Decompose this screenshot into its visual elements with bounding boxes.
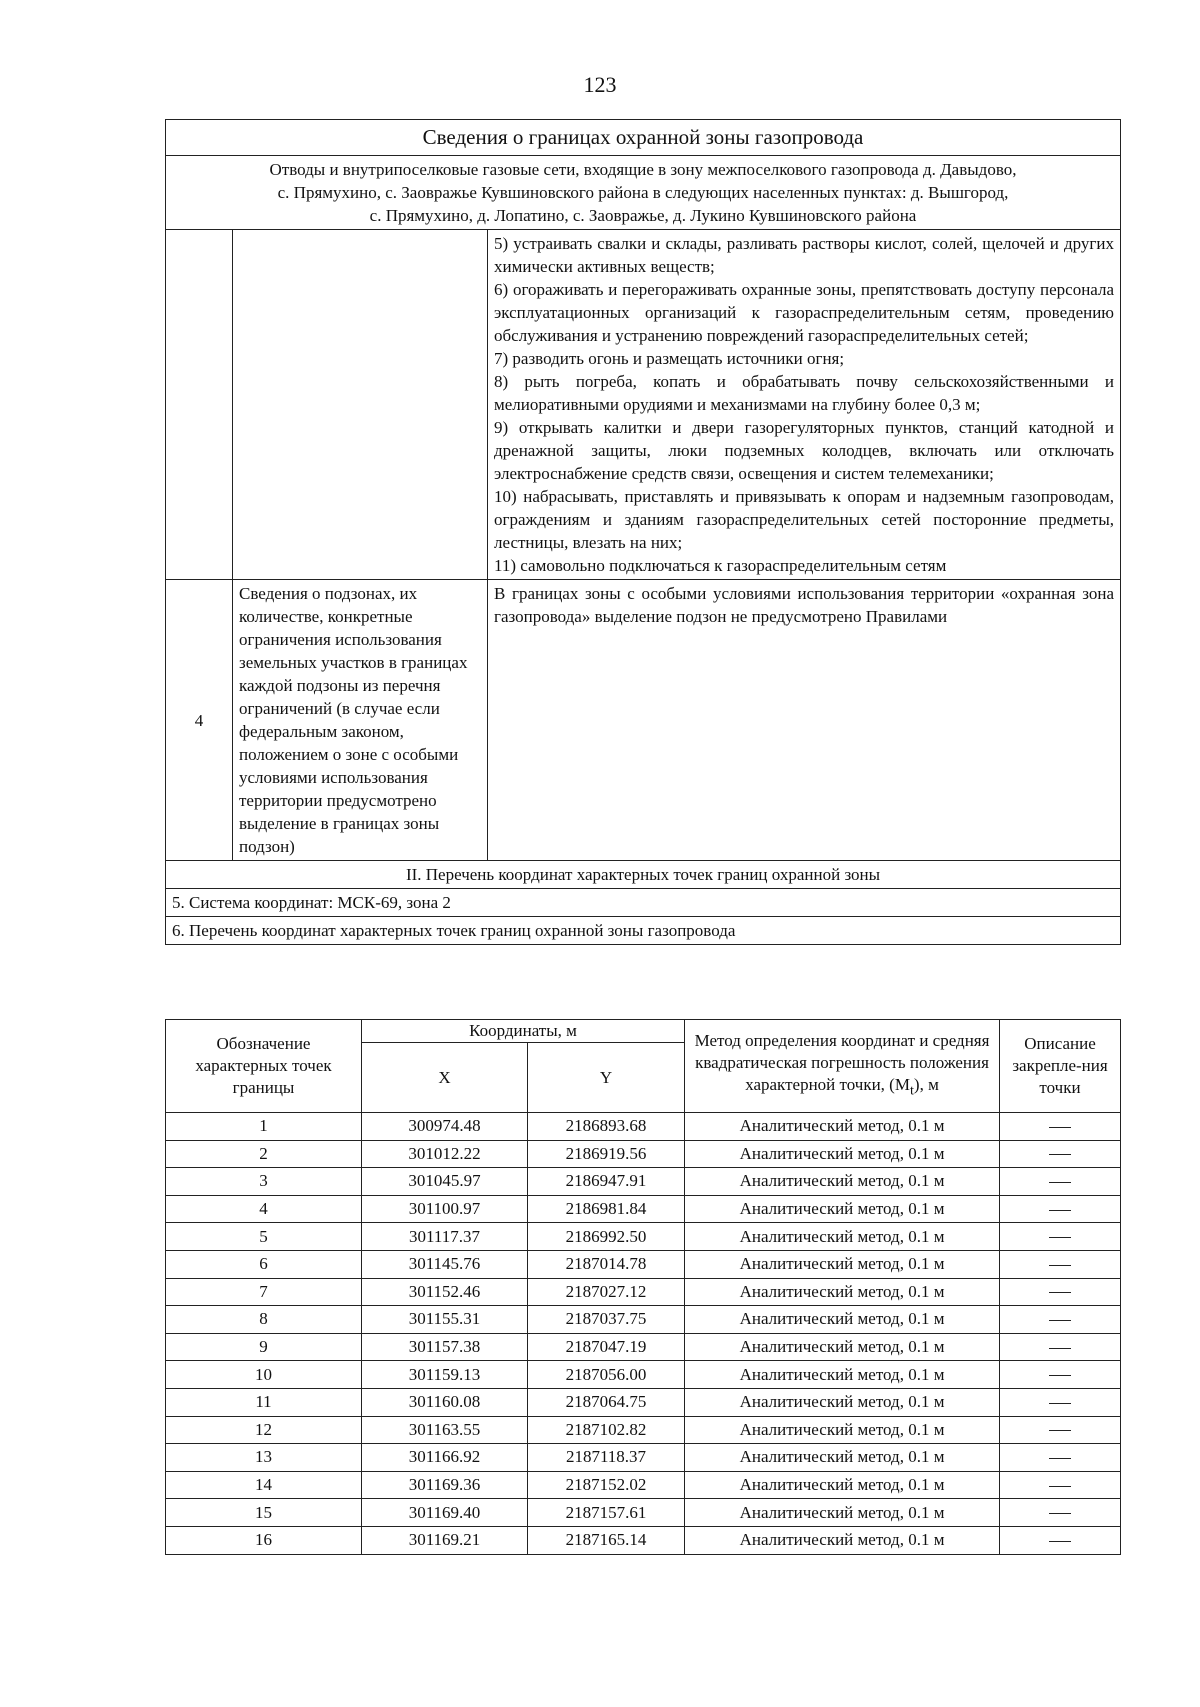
description-cell <box>1000 1526 1121 1554</box>
dash-mark <box>1049 1182 1071 1183</box>
point-number: 3 <box>166 1168 362 1196</box>
dash-mark <box>1049 1320 1071 1321</box>
coord-y: 2187056.00 <box>528 1361 685 1389</box>
table-row <box>166 1444 1121 1472</box>
coord-x: 301166.92 <box>362 1444 528 1472</box>
description-cell <box>1000 1471 1121 1499</box>
table-row <box>166 1306 1121 1334</box>
point-number: 1 <box>166 1113 362 1141</box>
coord-y: 2187152.02 <box>528 1471 685 1499</box>
restriction-item: 9) открывать калитки и двери газорегуляторных пунктов, станций катодной и дренажной защиты, люки подземных колодцев, включать или отключать электроснабжение средств связи, освещения и систем телемеханики; <box>494 418 1115 483</box>
coord-y: 2187037.75 <box>528 1306 685 1334</box>
description-cell <box>1000 1195 1121 1223</box>
header-method-end: ), м <box>913 1075 939 1095</box>
point-number: 12 <box>166 1416 362 1444</box>
table-row <box>166 1333 1121 1361</box>
coord-x: 301117.37 <box>362 1223 528 1251</box>
table-row <box>166 1499 1121 1527</box>
restriction-item: 6) огораживать и перегораживать охранные зоны, препятствовать доступу персонала эксплуатационных организаций к газораспределительным сетям, проведению обслуживания и устранению повреждений газораспределительных сетей; <box>494 280 1115 345</box>
header-x: X <box>362 1043 528 1113</box>
dash-mark <box>1049 1458 1071 1459</box>
point-number: 10 <box>166 1361 362 1389</box>
dash-mark <box>1049 1154 1071 1155</box>
subtitle-line: Отводы и внутрипоселковые газовые сети, входящие в зону межпоселкового газопровода д. Давыдово, <box>269 160 1017 179</box>
restriction-item: 7) разводить огонь и размещать источники огня; <box>494 349 845 368</box>
description-cell <box>1000 1388 1121 1416</box>
coord-y: 2187047.19 <box>528 1333 685 1361</box>
coord-y: 2187157.61 <box>528 1499 685 1527</box>
method-cell: Аналитический метод, 0.1 м <box>685 1499 1000 1527</box>
dash-mark <box>1049 1486 1071 1487</box>
method-cell: Аналитический метод, 0.1 м <box>685 1444 1000 1472</box>
point-number: 6 <box>166 1250 362 1278</box>
coord-x: 300974.48 <box>362 1113 528 1141</box>
subtitle-line: с. Прямухино, д. Лопатино, с. Заовражье, д. Лукино Кувшиновского района <box>369 206 917 225</box>
point-number: 4 <box>166 1195 362 1223</box>
restrictions-row <box>166 230 1121 580</box>
coordinates-table <box>165 1019 1121 1555</box>
header-y: Y <box>528 1043 685 1113</box>
coord-x: 301159.13 <box>362 1361 528 1389</box>
restriction-item: 8) рыть погреба, копать и обрабатывать почву сельскохозяйственными и мелиоративными орудиями и механизмами на глубину более 0,3 м; <box>494 372 1115 414</box>
coord-system: 5. Система координат: МСК-69, зона 2 <box>166 889 1121 917</box>
coord-y: 2187165.14 <box>528 1526 685 1554</box>
coord-x: 301160.08 <box>362 1388 528 1416</box>
method-cell: Аналитический метод, 0.1 м <box>685 1526 1000 1554</box>
section2-title: II. Перечень координат характерных точек границ охранной зоны <box>166 861 1121 889</box>
method-cell: Аналитический метод, 0.1 м <box>685 1416 1000 1444</box>
description-cell <box>1000 1306 1121 1334</box>
subzones-row <box>166 580 1121 861</box>
header-method-sub: t <box>909 1082 914 1099</box>
coord-y: 2186947.91 <box>528 1168 685 1196</box>
document-subtitle <box>166 156 1121 230</box>
restriction-item: 5) устраивать свалки и склады, разливать растворы кислот, солей, щелочей и других химически активных веществ; <box>494 234 1115 276</box>
subzones-value: В границах зоны с особыми условиями использования территории «охранная зона газопровода» выделение подзон не предусмотрено Правилами <box>488 580 1121 861</box>
description-cell <box>1000 1250 1121 1278</box>
dash-mark <box>1049 1292 1071 1293</box>
coord-x: 301163.55 <box>362 1416 528 1444</box>
point-number: 11 <box>166 1388 362 1416</box>
method-cell: Аналитический метод, 0.1 м <box>685 1250 1000 1278</box>
document-title: Сведения о границах охранной зоны газопровода <box>166 120 1121 156</box>
coord-y: 2187102.82 <box>528 1416 685 1444</box>
description-cell <box>1000 1444 1121 1472</box>
dash-mark <box>1049 1513 1071 1514</box>
subzones-row-number: 4 <box>166 580 233 861</box>
method-cell: Аналитический метод, 0.1 м <box>685 1361 1000 1389</box>
restrictions-list <box>488 230 1121 580</box>
coord-x: 301152.46 <box>362 1278 528 1306</box>
dash-mark <box>1049 1348 1071 1349</box>
table-row <box>166 1388 1121 1416</box>
point-number: 13 <box>166 1444 362 1472</box>
description-cell <box>1000 1361 1121 1389</box>
method-cell: Аналитический метод, 0.1 м <box>685 1140 1000 1168</box>
method-cell: Аналитический метод, 0.1 м <box>685 1388 1000 1416</box>
point-number: 8 <box>166 1306 362 1334</box>
coord-x: 301169.40 <box>362 1499 528 1527</box>
coord-y: 2187014.78 <box>528 1250 685 1278</box>
method-cell: Аналитический метод, 0.1 м <box>685 1195 1000 1223</box>
dash-mark <box>1049 1375 1071 1376</box>
description-cell <box>1000 1333 1121 1361</box>
header-coords: Координаты, м <box>362 1020 685 1043</box>
coord-x: 301045.97 <box>362 1168 528 1196</box>
table-row <box>166 1416 1121 1444</box>
coord-x: 301012.22 <box>362 1140 528 1168</box>
description-cell <box>1000 1140 1121 1168</box>
subtitle-line: с. Прямухино, с. Заовражье Кувшиновского района в следующих населенных пунктах: д. Вышгород, <box>277 183 1009 202</box>
point-number: 5 <box>166 1223 362 1251</box>
method-cell: Аналитический метод, 0.1 м <box>685 1471 1000 1499</box>
point-number: 9 <box>166 1333 362 1361</box>
coord-y: 2187118.37 <box>528 1444 685 1472</box>
table-row <box>166 1361 1121 1389</box>
header-method <box>685 1020 1000 1113</box>
coord-y: 2186893.68 <box>528 1113 685 1141</box>
restrictions-label-cell <box>233 230 488 580</box>
header-description: Описание закрепле-ния точки <box>1000 1020 1121 1113</box>
restrictions-num-cell <box>166 230 233 580</box>
method-cell: Аналитический метод, 0.1 м <box>685 1278 1000 1306</box>
dash-mark <box>1049 1403 1071 1404</box>
dash-mark <box>1049 1541 1071 1542</box>
description-cell <box>1000 1416 1121 1444</box>
coord-y: 2186981.84 <box>528 1195 685 1223</box>
description-cell <box>1000 1223 1121 1251</box>
coord-x: 301145.76 <box>362 1250 528 1278</box>
method-cell: Аналитический метод, 0.1 м <box>685 1223 1000 1251</box>
coord-x: 301155.31 <box>362 1306 528 1334</box>
point-number: 16 <box>166 1526 362 1554</box>
coord-y: 2187027.12 <box>528 1278 685 1306</box>
table-row <box>166 1250 1121 1278</box>
coord-list-title: 6. Перечень координат характерных точек границ охранной зоны газопровода <box>166 917 1121 945</box>
table-row <box>166 1526 1121 1554</box>
subzones-label: Сведения о подзонах, их количестве, конкретные ограничения использования земельных участков в границах каждой подзоны из перечня ограничений (в случае если федеральным законом, положением о зоне с особыми условиями использования территории предусмотрено выделение в границах зоны подзон) <box>233 580 488 861</box>
method-cell: Аналитический метод, 0.1 м <box>685 1333 1000 1361</box>
header-point: Обозначение характерных точек границы <box>166 1020 362 1113</box>
method-cell: Аналитический метод, 0.1 м <box>685 1168 1000 1196</box>
method-cell: Аналитический метод, 0.1 м <box>685 1306 1000 1334</box>
page-number: 123 <box>583 72 617 97</box>
description-cell <box>1000 1113 1121 1141</box>
table-row <box>166 1113 1121 1141</box>
dash-mark <box>1049 1430 1071 1431</box>
header-method-text: Метод определения координат и средняя квадратическая погрешность положения характерной точки, (M <box>694 1031 990 1095</box>
description-cell <box>1000 1168 1121 1196</box>
description-cell <box>1000 1278 1121 1306</box>
point-number: 7 <box>166 1278 362 1306</box>
point-number: 14 <box>166 1471 362 1499</box>
method-cell: Аналитический метод, 0.1 м <box>685 1113 1000 1141</box>
coord-x: 301100.97 <box>362 1195 528 1223</box>
coord-x: 301169.36 <box>362 1471 528 1499</box>
coord-y: 2186992.50 <box>528 1223 685 1251</box>
restriction-item: 11) самовольно подключаться к газораспределительным сетям <box>494 556 947 575</box>
table-row <box>166 1278 1121 1306</box>
table-row <box>166 1168 1121 1196</box>
coord-y: 2186919.56 <box>528 1140 685 1168</box>
coord-x: 301169.21 <box>362 1526 528 1554</box>
dash-mark <box>1049 1127 1071 1128</box>
restriction-item: 10) набрасывать, приставлять и привязывать к опорам и надземным газопроводам, ограждениям и зданиям газораспределительных сетей посторонние предметы, лестницы, влезать на них; <box>494 487 1115 552</box>
dash-mark <box>1049 1265 1071 1266</box>
description-cell <box>1000 1499 1121 1527</box>
coord-y: 2187064.75 <box>528 1388 685 1416</box>
table-row <box>166 1223 1121 1251</box>
dash-mark <box>1049 1210 1071 1211</box>
table-row <box>166 1471 1121 1499</box>
dash-mark <box>1049 1237 1071 1238</box>
point-number: 15 <box>166 1499 362 1527</box>
point-number: 2 <box>166 1140 362 1168</box>
table-row <box>166 1195 1121 1223</box>
zone-info-table <box>165 119 1121 945</box>
table-row <box>166 1140 1121 1168</box>
coord-x: 301157.38 <box>362 1333 528 1361</box>
